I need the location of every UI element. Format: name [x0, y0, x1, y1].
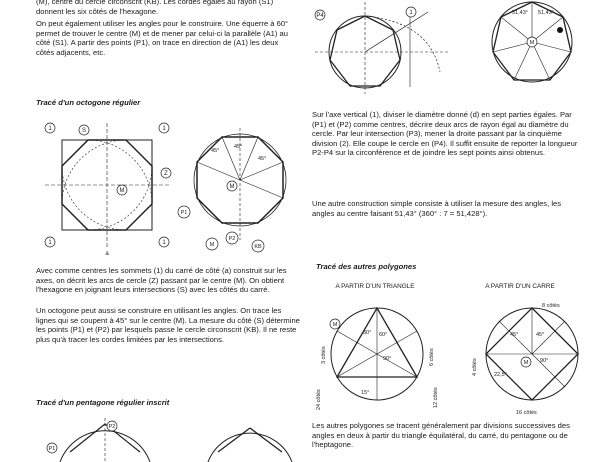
- label-p4: P4: [316, 13, 324, 19]
- heptagon-construction-figure: [310, 2, 465, 97]
- triangle-polygons-figure: [315, 296, 450, 424]
- sides-3: 3 côtés: [321, 346, 327, 364]
- label-p2: P2: [228, 236, 236, 242]
- sides-6: 6 côtés: [429, 348, 435, 366]
- intro-paragraph-2: On peut également utiliser les angles pour le construire. Une équerre à 60° permet de trouver le centre (M) et de mener par celui-ci la parallèle (A1) au côté (S1). A partir des points (P1), on trace en direction de (A1) les deux côtés adjacents, etc.: [36, 19, 289, 57]
- label-m-hept: M: [529, 40, 535, 46]
- octagon-paragraph-2: Un octogone peut aussi se construire en utilisant les angles. On trace les lignes qui se coupent à 45° sur le centre (M). La mesure du côté (S) détermine les points (P1) et (P2) par lesquels passe le cercle circonscrit (KB). Il ne reste plus qu'à tracer les cordes limitées par les intersections.: [36, 306, 300, 344]
- label-z: Z: [164, 171, 168, 177]
- angle-45-sq-2: 45°: [536, 332, 545, 338]
- label-m-oct2: M: [229, 184, 235, 190]
- heptagon-paragraph-1: Sur l'axe vertical (1), diviser le diamètre donné (d) en sept parties égales. Par (P1) et (P2) comme centres, décrire deux arcs de rayon égal au diamètre du cercle. Par leur intersection (P3), mener la droite passant par la cinquième division (2). Elle coupe le cercle en (P4). Il suffit ensuite de reporter la longueur P2-P4 sur la circonférence et de joindre les sept points ainsi obtenus.: [312, 110, 578, 158]
- angle-90: 90°: [383, 356, 392, 362]
- angle-label-hept-2: 51,43°: [538, 10, 554, 16]
- octagon-angle-figure: [178, 120, 298, 260]
- angle-label-oct-1: 45°: [211, 148, 220, 154]
- label-corner-1c: 1: [48, 240, 52, 246]
- pentagon-figure-2: [200, 422, 300, 462]
- pentagon-figure-1: [40, 412, 170, 462]
- sides-4: 4 côtés: [472, 358, 478, 376]
- angle-22: 22,5°: [494, 372, 507, 378]
- label-m-bottom: M: [209, 242, 215, 248]
- label-s-oct: S: [81, 128, 87, 134]
- triangle-caption: A PARTIR D'UN TRIANGLE: [335, 283, 415, 290]
- label-corner-1d: 1: [162, 240, 166, 246]
- square-caption: A PARTIR D'UN CARRE: [485, 283, 555, 290]
- square-polygons-figure: [470, 296, 590, 426]
- angle-60: 60°: [379, 332, 388, 338]
- label-m-oct: M: [119, 188, 125, 194]
- angle-label-oct-2: 45°: [234, 144, 243, 150]
- label-p1: P1: [180, 210, 188, 216]
- angle-45-sq: 45°: [510, 332, 519, 338]
- other-polygons-heading: Tracé des autres polygones: [316, 262, 417, 271]
- angle-15: 15°: [361, 390, 370, 396]
- angle-90-sq: 90°: [540, 358, 549, 364]
- label-a: a: [105, 251, 109, 257]
- label-kb: KB: [254, 244, 262, 250]
- label-m-tri: M: [332, 322, 338, 328]
- heptagon-angle-figure: [480, 0, 590, 95]
- heptagon-paragraph-2: Une autre construction simple consiste à utiliser la mesure des angles, les angles au centre faisant 51,43° (360° : 7 = 51,428°).: [312, 199, 562, 218]
- intro-paragraph-1: (M), centre du cercle circonscrit (KB). Les cordes égales au rayon (S1) donnent les six côtés de l'hexagone.: [36, 0, 274, 16]
- sides-24: 24 côtés: [316, 389, 322, 410]
- label-p1-pent: P1: [48, 446, 56, 452]
- octagon-heading: Tracé d'un octogone régulier: [36, 98, 141, 107]
- sides-8: 8 côtés: [542, 303, 560, 309]
- angle-label-oct-3: 45°: [258, 156, 267, 162]
- label-p2-pent: P2: [108, 424, 116, 430]
- sides-16: 16 côtés: [516, 410, 537, 416]
- label-corner-1: 1: [48, 126, 52, 132]
- pentagon-heading: Tracé d'un pentagone régulier inscrit: [36, 398, 170, 407]
- other-polygons-paragraph: Les autres polygones se tracent généralement par divisions successives des angles en deux à partir du triangle équilatéral, du carré, du pentagone ou de l'heptagone.: [312, 421, 570, 450]
- octagon-square-figure: [40, 118, 175, 258]
- sides-12: 12 côtés: [433, 387, 439, 408]
- angle-30: 30°: [363, 330, 372, 336]
- label-corner-1b: 1: [162, 126, 166, 132]
- label-p3: 1: [409, 10, 413, 16]
- label-m-sq: M: [523, 360, 529, 366]
- angle-label-hept-1: 51,43°: [512, 10, 528, 16]
- octagon-paragraph-1: Avec comme centres les sommets (1) du carré de côté (a) construit sur les axes, on décrit les arcs de cercle (Z) passant par le centre (M). On obtient l'hexagone en joignant leurs intersections (S) avec les côtés du carré.: [36, 266, 287, 295]
